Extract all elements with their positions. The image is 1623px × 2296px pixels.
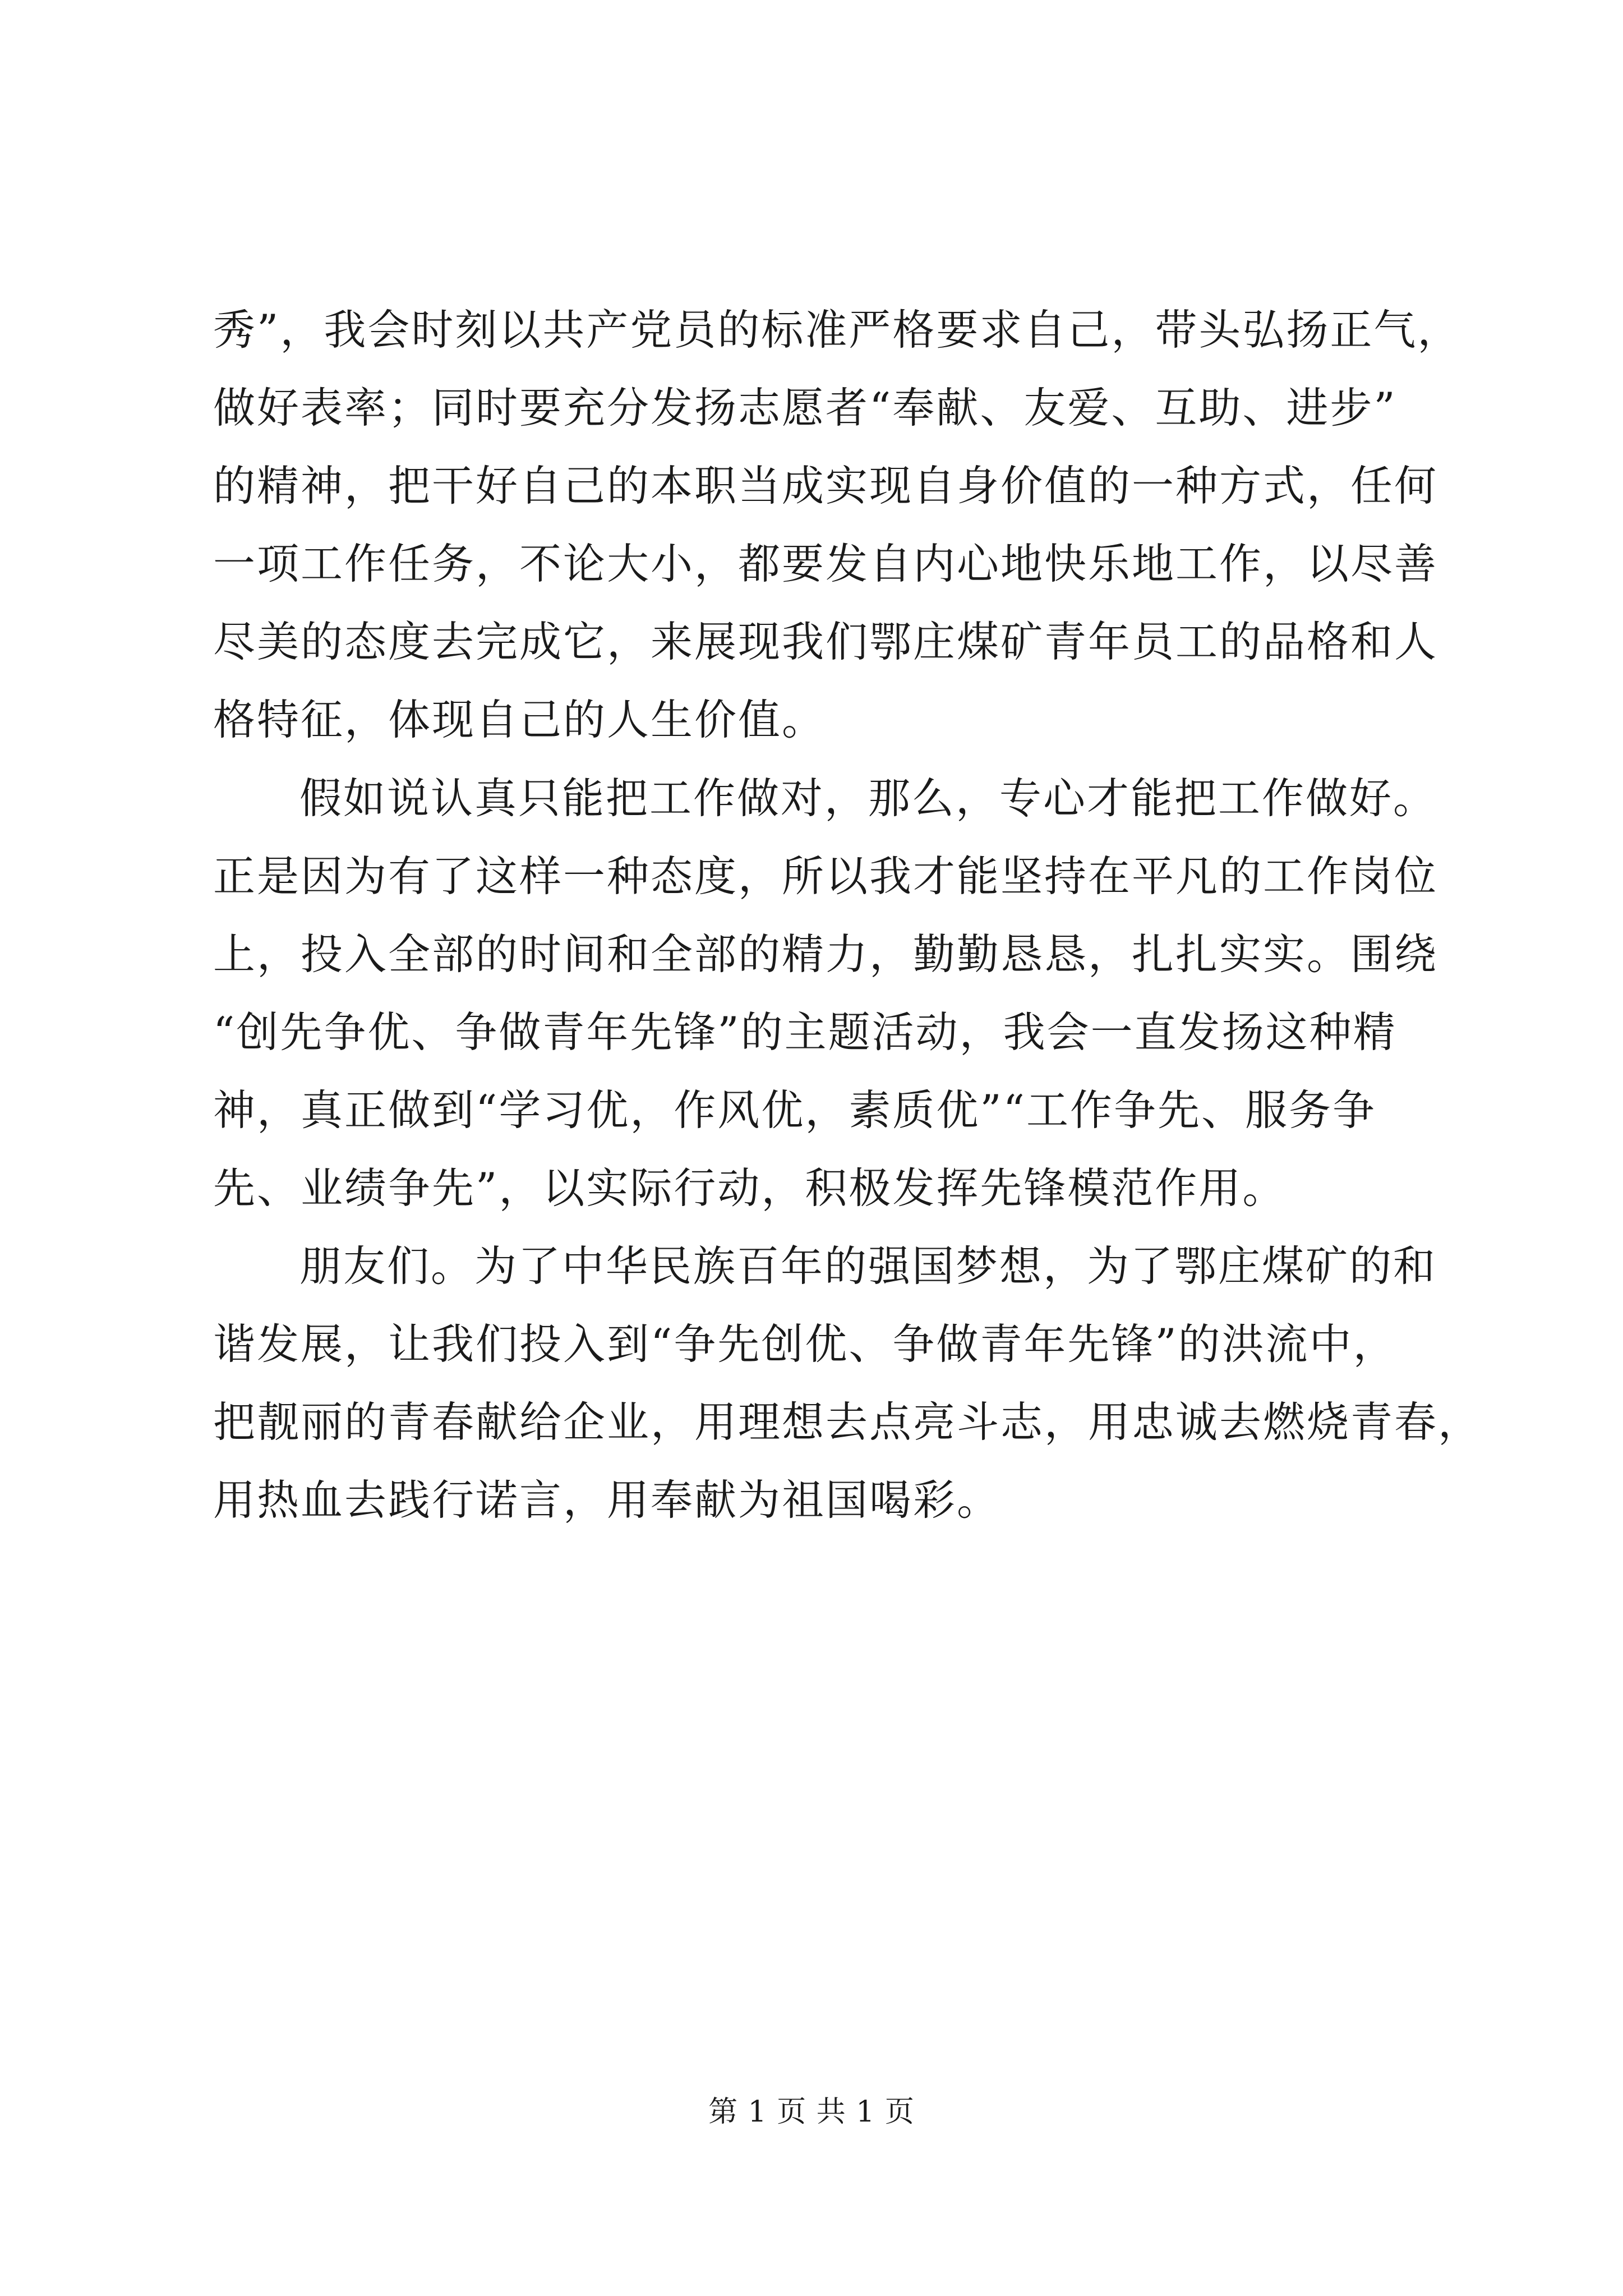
text-line: 的精神，把干好自己的本职当成实现自身价值的一种方式，任何 <box>213 461 1438 510</box>
text-line: 做好表率；同时要充分发扬志愿者“奉献、友爱、互助、进步” <box>213 383 1397 432</box>
text-line: 神，真正做到“学习优，作风优，素质优”“工作争先、服务争 <box>213 1085 1377 1135</box>
text-line: 上，投入全部的时间和全部的精力，勤勤恳恳，扎扎实实。围绕 <box>213 930 1438 979</box>
paragraph-first-line: 假如说认真只能把工作做对，那么，专心才能把工作做好。 <box>299 774 1437 823</box>
text-line: 用热血去践行诺言，用奉献为祖国喝彩。 <box>213 1475 1001 1525</box>
text-line: 尽美的态度去完成它，来展现我们鄂庄煤矿青年员工的品格和人 <box>213 617 1438 666</box>
text-line: 谐发展，让我们投入到“争先创优、争做青年先锋”的洪流中， <box>213 1319 1397 1369</box>
text-line: 正是因为有了这样一种态度，所以我才能坚持在平凡的工作岗位 <box>213 852 1438 901</box>
text-line: 先、业绩争先”，以实际行动，积极发挥先锋模范作用。 <box>213 1163 1287 1213</box>
text-line: 秀”，我会时刻以共产党员的标准严格要求自己，带头弘扬正气， <box>213 305 1461 355</box>
text-line: 一项工作任务，不论大小，都要发自内心地快乐地工作，以尽善 <box>213 539 1438 588</box>
paragraph-first-line: 朋友们。为了中华民族百年的强国梦想，为了鄂庄煤矿的和 <box>299 1241 1437 1291</box>
page-footer: 第 1 页 共 1 页 <box>708 2095 915 2129</box>
text-line: 格特征，体现自己的人生价值。 <box>213 695 826 744</box>
text-line: 把靓丽的青春献给企业，用理想去点亮斗志，用忠诚去燃烧青春， <box>213 1397 1482 1447</box>
text-line: “创先争优、争做青年先锋”的主题活动，我会一直发扬这种精 <box>213 1007 1397 1057</box>
